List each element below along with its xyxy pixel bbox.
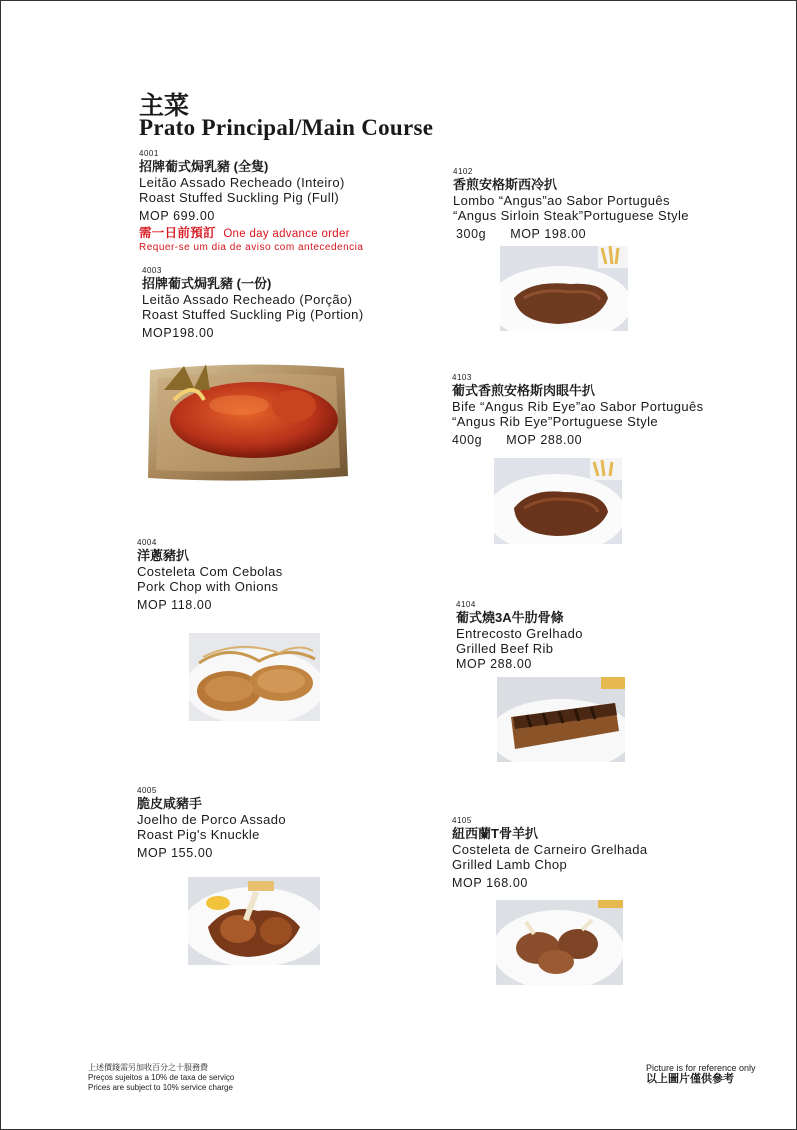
- item-name-english: Pork Chop with Onions: [137, 579, 279, 594]
- menu-item-4004: [137, 538, 283, 613]
- item-name-chinese: 紐西蘭T骨羊扒: [452, 826, 538, 841]
- item-name-portuguese: Leitão Assado Recheado (Porção): [142, 292, 353, 307]
- item-weight: 300g: [456, 227, 487, 241]
- pig-knuckle-photo: [188, 877, 320, 965]
- advance-order-note-portuguese: Requer-se um dia de aviso com antecedencia: [139, 242, 364, 253]
- service-charge-chinese: 上述價錢需另加收百分之十服務費: [88, 1063, 208, 1072]
- item-weight-price-row: [456, 226, 689, 242]
- item-name-english: Roast Stuffed Suckling Pig (Full): [139, 190, 340, 205]
- item-price: MOP 699.00: [139, 209, 215, 223]
- item-price: MOP198.00: [142, 326, 215, 340]
- item-name-chinese: 招牌葡式焗乳豬 (全隻): [139, 159, 269, 174]
- item-name-chinese: 招牌葡式焗乳豬 (一份): [142, 276, 272, 291]
- sirloin-steak-photo: [500, 246, 628, 331]
- lamb-chop-photo: [496, 900, 623, 985]
- item-code: 4004: [137, 538, 157, 547]
- item-name-english: Roast Stuffed Suckling Pig (Portion): [142, 307, 364, 322]
- item-code: 4001: [139, 149, 159, 158]
- service-charge-portuguese: Preços sujeitos a 10% de taxa de serviço: [88, 1073, 235, 1082]
- item-name-english: “Angus Rib Eye”Portuguese Style: [452, 414, 659, 429]
- item-name-english: Roast Pig's Knuckle: [137, 827, 260, 842]
- item-code: 4104: [456, 600, 476, 609]
- item-code: 4005: [137, 786, 157, 795]
- item-name-portuguese: Lombo “Angus”ao Sabor Português: [453, 193, 670, 208]
- item-code: 4003: [142, 266, 162, 275]
- item-price: MOP 118.00: [137, 598, 213, 612]
- item-name-english: “Angus Sirloin Steak”Portuguese Style: [453, 208, 689, 223]
- advance-order-note-english: One day advance order: [223, 228, 350, 240]
- menu-item-4102: [453, 167, 689, 242]
- item-weight: 400g: [452, 433, 483, 447]
- item-price: MOP 288.00: [456, 657, 532, 671]
- item-name-english: Grilled Lamb Chop: [452, 857, 568, 872]
- item-price: MOP 155.00: [137, 846, 213, 860]
- picture-reference-notice: [646, 1063, 756, 1085]
- item-name-portuguese: Joelho de Porco Assado: [137, 812, 287, 827]
- picture-reference-chinese: 以上圖片僅供參考: [646, 1073, 734, 1085]
- menu-item-4001: [139, 149, 363, 254]
- picture-reference-english: Picture is for reference only: [646, 1063, 756, 1073]
- item-name-portuguese: Entrecosto Grelhado: [456, 626, 583, 641]
- item-price: MOP 168.00: [452, 876, 528, 890]
- rib-eye-steak-photo: [494, 458, 622, 544]
- item-name-portuguese: Costeleta Com Cebolas: [137, 564, 283, 579]
- item-name-chinese: 葡式香煎安格斯肉眼牛扒: [452, 383, 596, 398]
- item-name-english: Grilled Beef Rib: [456, 641, 554, 656]
- pork-chop-photo: [189, 633, 320, 721]
- section-title-english: Prato Principal/Main Course: [139, 115, 434, 140]
- item-name-portuguese: Leitão Assado Recheado (Inteiro): [139, 175, 345, 190]
- item-name-chinese: 葡式燒3A牛肋骨條: [456, 610, 564, 625]
- item-code: 4102: [453, 167, 473, 176]
- service-charge-notice: [88, 1063, 234, 1093]
- advance-order-note: [139, 226, 363, 241]
- section-title-chinese: 主菜: [139, 91, 190, 120]
- item-name-chinese: 脆皮咸豬手: [137, 796, 203, 811]
- suckling-pig-photo: [144, 360, 350, 484]
- menu-item-4005: [137, 786, 286, 861]
- menu-item-4105: [452, 816, 648, 891]
- item-name-chinese: 洋蔥豬扒: [137, 548, 190, 563]
- advance-order-note-chinese: 需一日前預訂: [139, 226, 216, 240]
- item-name-portuguese: Costeleta de Carneiro Grelhada: [452, 842, 648, 857]
- item-price: MOP 198.00: [510, 227, 587, 241]
- beef-rib-photo: [497, 677, 625, 762]
- item-price: MOP 288.00: [506, 433, 583, 447]
- item-name-portuguese: Bife “Angus Rib Eye”ao Sabor Português: [452, 399, 704, 414]
- service-charge-english: Prices are subject to 10% service charge: [88, 1083, 233, 1092]
- menu-item-4104: [456, 600, 583, 672]
- item-weight-price-row: [452, 432, 704, 448]
- item-code: 4103: [452, 373, 472, 382]
- menu-item-4103: [452, 373, 704, 448]
- menu-item-4003: [142, 266, 364, 341]
- item-code: 4105: [452, 816, 472, 825]
- item-name-chinese: 香煎安格斯西冷扒: [453, 177, 558, 192]
